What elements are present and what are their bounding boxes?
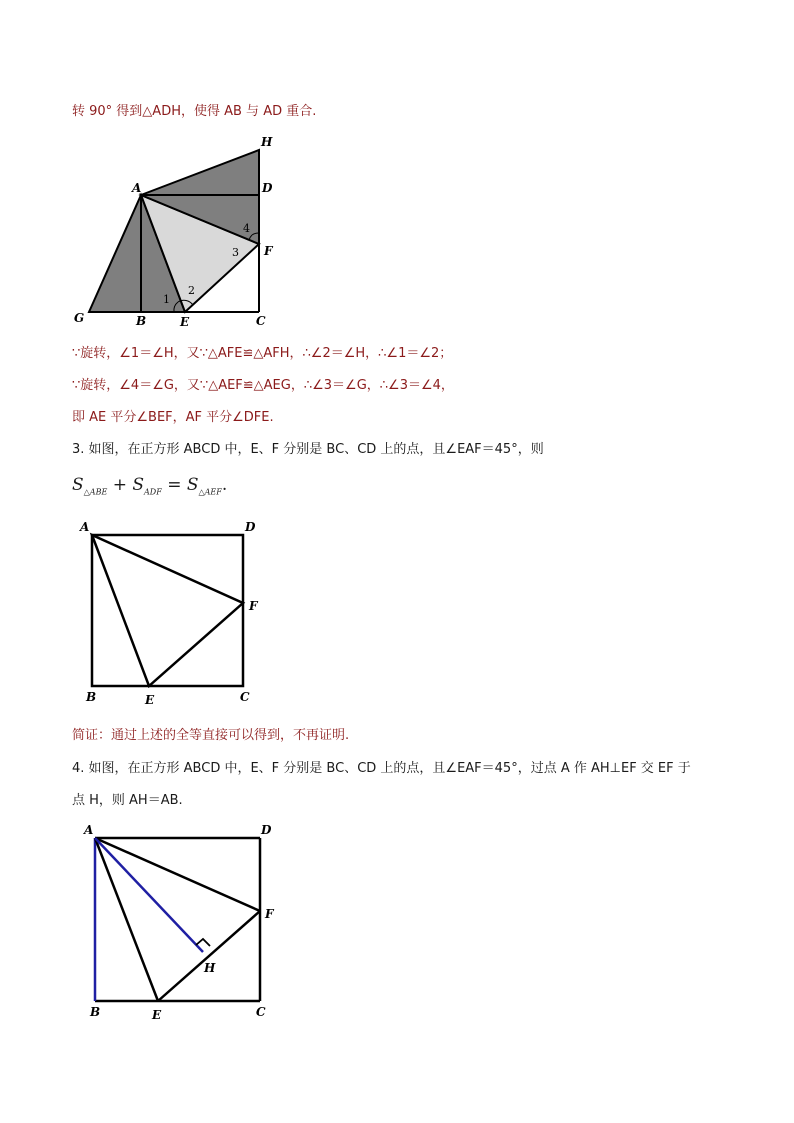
text-line-rotation: 转 90° 得到△ADH，使得 AB 与 AD 重合. [72, 104, 317, 119]
label-f: F [264, 244, 273, 258]
label-e: E [152, 1008, 162, 1022]
formula-s3-sub: △AEF [198, 487, 222, 497]
formula-s2: S [132, 475, 145, 495]
label-d: D [261, 823, 272, 837]
label-f: F [249, 599, 258, 613]
label-a: A [80, 520, 90, 534]
question-4-text-line2: 点 H，则 AH＝AB. [72, 793, 183, 808]
formula-s1-sub: △ABE [83, 487, 108, 497]
figure-3-square-altitude-diagram [83, 823, 275, 1022]
angle-label-2: 2 [188, 284, 195, 297]
label-h: H [204, 961, 216, 975]
text-line-angle-3-4: ∵旋转，∠4＝∠G，又∵△AEF≌△AEG，∴∠3＝∠G，∴∠3＝∠4， [72, 378, 454, 393]
angle-label-4: 4 [243, 222, 250, 235]
label-a: A [84, 823, 94, 837]
formula-plus: + [112, 475, 127, 495]
question-4-text-line1: 4. 如图，在正方形 ABCD 中，E、F 分别是 BC、CD 上的点，且∠EAF＝45°，过点 A 作 AH⊥EF 交 EF 于 [72, 761, 691, 776]
question-3-text: 3. 如图，在正方形 ABCD 中，E、F 分别是 BC、CD 上的点，且∠EAF＝45°，则 [72, 442, 544, 457]
formula-s3: S [186, 475, 199, 495]
formula-period: . [221, 475, 228, 495]
label-a: A [132, 181, 142, 195]
formula-s2-sub: ADF [144, 487, 162, 497]
label-f: F [265, 907, 274, 921]
label-e: E [180, 315, 190, 329]
formula-equals: = [167, 475, 182, 495]
angle-label-1: 1 [163, 293, 170, 306]
label-c: C [256, 314, 266, 328]
text-line-conclusion: 即 AE 平分∠BEF，AF 平分∠DFE. [72, 410, 274, 425]
proof-3-text: 简证：通过上述的全等直接可以得到，不再证明. [72, 728, 350, 743]
figure-2-square-diagram [79, 520, 259, 707]
label-b: B [86, 690, 97, 704]
segment-ah-highlight [95, 838, 203, 952]
figure-1-rotation-diagram [74, 135, 274, 329]
text-line-angle-1-2: ∵旋转，∠1＝∠H，又∵△AFE≌△AFH，∴∠2＝∠H，∴∠1＝∠2； [72, 346, 453, 361]
angle-label-3: 3 [232, 246, 239, 259]
right-angle-marker [196, 939, 210, 946]
label-b: B [136, 314, 147, 328]
formula-s1: S [72, 475, 84, 495]
label-d: D [245, 520, 256, 534]
label-d: D [262, 181, 273, 195]
label-c: C [256, 1005, 266, 1019]
label-h: H [261, 135, 273, 149]
label-g: G [74, 311, 85, 325]
label-b: B [90, 1005, 101, 1019]
segment-ef [158, 911, 260, 1001]
label-e: E [145, 693, 155, 707]
label-c: C [240, 690, 250, 704]
square-abcd [92, 535, 243, 686]
triangle-aef [92, 535, 243, 686]
